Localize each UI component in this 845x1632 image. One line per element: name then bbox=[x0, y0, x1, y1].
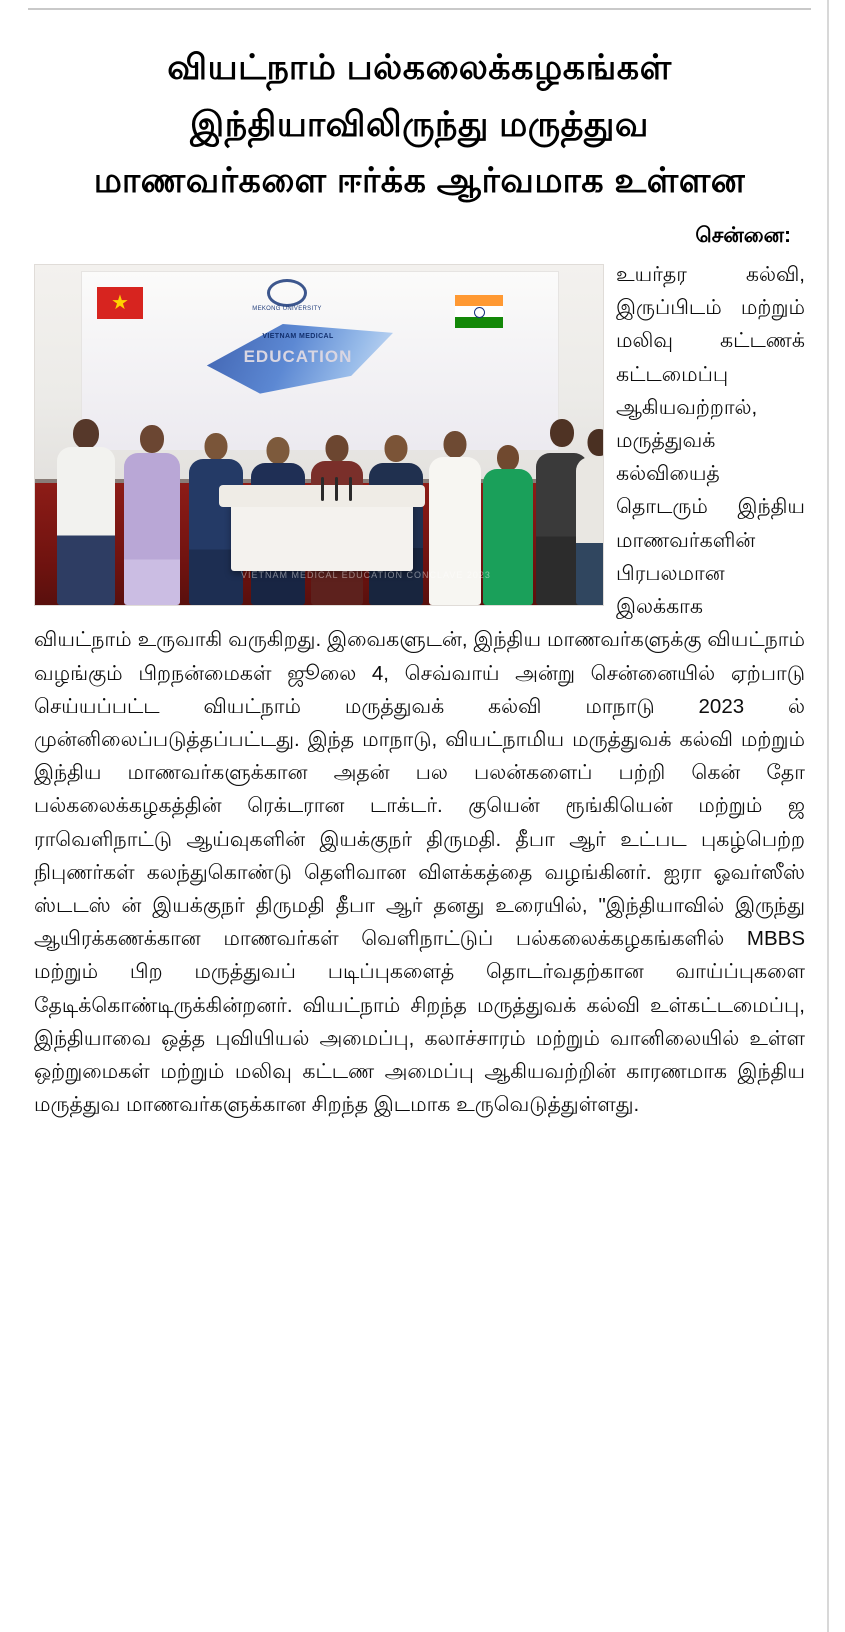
microphone-icon bbox=[335, 477, 338, 501]
headline-line-3: மாணவர்களை ஈர்க்க ஆர்வமாக உள்ளன bbox=[93, 161, 746, 201]
photo-person bbox=[575, 425, 604, 605]
article-body bbox=[34, 258, 805, 1123]
right-margin-rule bbox=[827, 0, 829, 1632]
dateline: சென்னை: bbox=[695, 224, 791, 248]
microphone-icon bbox=[321, 477, 324, 501]
banner-title-label: VIETNAM MEDICAL bbox=[262, 333, 334, 341]
article-figure bbox=[34, 264, 602, 606]
headline-line-2: இந்தியாவிலிருந்து மருத்துவ bbox=[190, 104, 649, 144]
article-paragraph: உயர்தர கல்வி, இருப்பிடம் மற்றும் மலிவு கட்டணக் கட்டமைப்பு ஆகியவற்றால், மருத்துவக் கல்வியைத் தொடரும் இந்திய மாணவர்களின் பிரபலமான இலக்காக வியட்நாம் உருவாகி வருகிறது. இவைகளுடன், இந்திய மாணவர்களுக்கு வியட்நாம் வழங்கும் பிறநன்மைகள் ஜூலை 4, செவ்வாய் அன்று சென்னையில் ஏற்பாடு செய்யப்பட்ட வியட்நாம் மருத்துவக் கல்வி மாநாடு 2023 ல் முன்னிலைப்படுத்தப்பட்டது. இந்த மாநாடு, வியட்நாமிய மருத்துவக் கல்வி மற்றும் இந்திய மாணவர்களுக்கான அதன் பல பலன்களைப் பற்றி கென் தோ பல்கலைக்கழகத்தின் ரெக்டரான டாக்டர். குயென் ரூங்கியென் மற்றும் ஜ ராவெளிநாட்டு ஆய்வுகளின் இயக்குநர் திருமதி. தீபா ஆர் உட்பட புகழ்பெற்ற நிபுணர்கள் கலந்துகொண்டு தெளிவான விளக்கத்தை வழங்கினர். ஐரா ஓவர்ஸீஸ் ஸ்டடஸ் ன் இயக்குநர் திருமதி தீபா ஆர் தனது உரையில், "இந்தியாவில் இருந்து ஆயிரக்கணக்கான மாணவர்கள் வெளிநாட்டுப் பல்கலைக்கழகங்களில் MBBS மற்றும் பிற மருத்துவப் படிப்புகளைத் தொடர்வதற்கான வாய்ப்புகளை தேடிக்கொண்டிருக்கின்றனர். வியட்நாம் சிறந்த மருத்துவக் கல்வி உள்கட்டமைப்பு, இந்தியாவை ஒத்த புவியியல் அமைப்பு, கலாச்சாரம் மற்றும் வானிலையில் உள்ள ஒற்றுமைகள் மற்றும் மலிவு கட்டண அமைப்பு ஆகியவற்றின் காரணமாக இந்திய மருத்துவ மாணவர்களுக்கான சிறந்த இடமாக உருவெடுத்துள்ளது. bbox=[34, 263, 805, 1117]
head-table bbox=[231, 501, 413, 571]
conclave-group-photo bbox=[34, 264, 604, 606]
photo-person bbox=[119, 423, 185, 605]
india-flag-icon bbox=[455, 295, 503, 328]
university-logo-icon bbox=[267, 279, 307, 307]
banner-org-label: MEKONG UNIVERSITY bbox=[252, 306, 322, 313]
page-title bbox=[40, 40, 799, 210]
photo-watermark: VIETNAM MEDICAL EDUCATION CONCLAVE 2023 bbox=[241, 570, 491, 581]
banner-subtitle-label: EDUCATION bbox=[243, 347, 353, 367]
vietnam-flag-icon: ★ bbox=[97, 287, 143, 319]
photo-person bbox=[53, 419, 119, 605]
top-divider-rule bbox=[28, 8, 811, 10]
headline-line-1: வியட்நாம் பல்கலைக்கழகங்கள் bbox=[167, 48, 672, 87]
microphone-icon bbox=[349, 477, 352, 501]
